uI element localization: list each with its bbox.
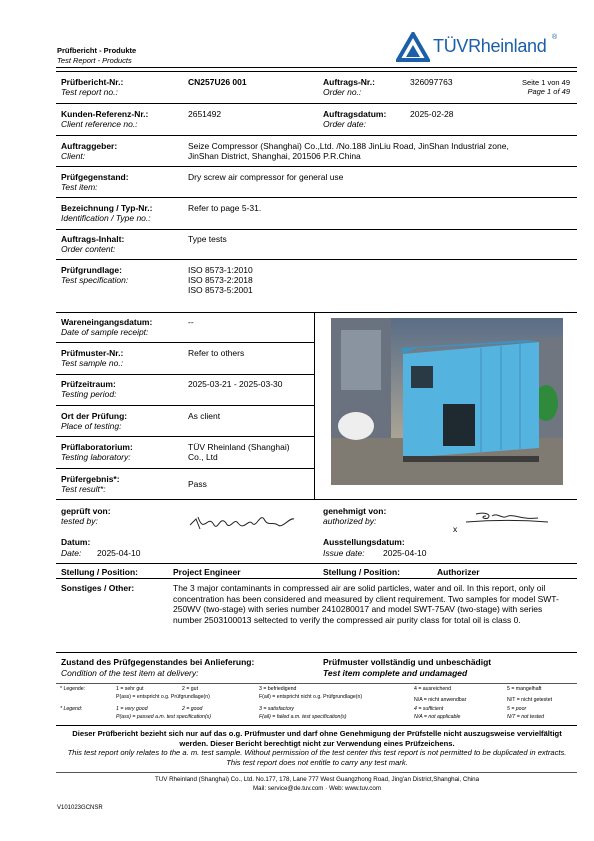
approved-by-label-en: authorized by: (323, 516, 377, 526)
legend-de-nt: N/T = nicht getestet (507, 697, 553, 703)
order-no-label: Auftrags-Nr.: (323, 77, 375, 87)
footer-address: TUV Rheinland (Shanghai) Co., Ltd. No.177, 178, Lane 777 West Guangzhong Road, Jing'an District,Shanghai, China (154, 776, 480, 783)
legend-de-2: 2 = gut (182, 686, 199, 692)
date-value: 2025-04-10 (97, 548, 141, 558)
disclaimer-en: This test report only relates to the a. m. test sample. Without permission of the test center this test report is not permitted to be duplicated in extracts. This test report does not entitle to carry any test mark. (67, 748, 567, 767)
condition-value-en: Test item complete and undamaged (323, 668, 468, 678)
others-text: The 3 major contaminants in compressed air are solid particles, water and oil. In this report, only oil concentration has been considered and measured by client requirement. Two samples for model SWT-250WV (two-stage) with series number 2410280017 and model SWT-75AV (two-stage) with series number 2503100013 seltected to verify the compressed air purity class for total oil is class 0. (173, 583, 559, 625)
place-value: As client (188, 411, 221, 421)
tested-by-label: geprüft von: (61, 506, 111, 516)
receipt-label-en: Date of sample receipt: (61, 327, 149, 337)
period-label-en: Testing period: (61, 389, 117, 399)
legend-de-1: 1 = sehr gut (116, 686, 144, 692)
condition-value: Prüfmuster vollständig und unbeschädigt (323, 657, 492, 667)
ident-label-en: Identification / Type no.: (61, 213, 151, 223)
legend-en-5: 5 = poor (507, 706, 527, 712)
issue-date-value: 2025-04-10 (383, 548, 427, 558)
item-label-en: Test item: (61, 182, 98, 192)
result-value: Pass (188, 479, 207, 489)
lab-value: TÜV Rheinland (Shanghai) Co., Ltd (188, 442, 290, 462)
item-value: Dry screw air compressor for general use (188, 172, 344, 182)
approver-x-mark: x (453, 524, 458, 534)
client-label-en: Client: (61, 151, 86, 161)
tuv-logo-reg: ® (552, 34, 558, 41)
sample-label-en: Test sample no.: (61, 358, 124, 368)
report-type-title: Prüfbericht - Produkte (57, 46, 137, 55)
result-label: Prüfergebnis*: (61, 474, 120, 484)
report-no-label-en: Test report no.: (61, 87, 118, 97)
report-no-label: Prüfbericht-Nr.: (61, 77, 124, 87)
order-no-label-en: Order no.: (323, 87, 362, 97)
result-label-en: Test result*: (61, 484, 106, 494)
order-no-value: 326097763 (410, 77, 453, 87)
legend-en-nt: N/T = not tested (507, 714, 545, 720)
content-label: Auftrags-Inhalt: (61, 234, 125, 244)
report-type-subtitle: Test Report - Products (57, 56, 132, 65)
legend-en-3: 3 = satisfactory (259, 706, 295, 712)
page-number-en: Page 1 of 49 (527, 87, 570, 96)
footer-contact: Mail: service@de.tuv.com · Web: www.tuv.com (253, 785, 381, 792)
legend-en-4: 4 = sufficient (414, 706, 444, 712)
client-label: Auftraggeber: (61, 141, 118, 151)
order-date-label-en: Order date: (323, 119, 366, 129)
client-ref-value: 2651492 (188, 109, 222, 119)
test-item-photo (331, 318, 563, 485)
legend-en-na: N/A = not applicable (414, 714, 461, 720)
legend-de-4: 4 = ausreichend (414, 686, 452, 692)
tuv-logo-text: TÜVRheinland (433, 36, 547, 56)
sample-label: Prüfmuster-Nr.: (61, 348, 124, 358)
client-ref-label-en: Client reference no.: (61, 119, 138, 129)
legend-en-2: 2 = good (182, 706, 203, 712)
legend-en-pass: P(ass) = passed a.m. test specification(s) (116, 714, 211, 720)
spec-label-en: Test specification: (61, 275, 129, 285)
position-right-label: Stellung / Position: (323, 567, 400, 577)
place-label: Ort der Prüfung: (61, 411, 128, 421)
period-label: Prüfzeitraum: (61, 379, 116, 389)
legend-de-5: 5 = mangelhaft (507, 686, 542, 692)
legend-de-na: N/A = nicht anwendbar (414, 697, 467, 703)
order-date-value: 2025-02-28 (410, 109, 454, 119)
report-no-value: CN257U26 001 (188, 77, 247, 87)
spec-label: Prüfgrundlage: (61, 265, 122, 275)
period-value: 2025-03-21 - 2025-03-30 (188, 379, 283, 389)
issue-date-label-en: Issue date: (323, 548, 365, 558)
tuv-logo (396, 32, 586, 64)
content-label-en: Order content: (61, 244, 116, 254)
condition-label-en: Condition of the test item at delivery: (61, 668, 199, 678)
legend-de-pass: P(ass) = entspricht o.g. Prüfgrundlage(n) (116, 694, 210, 700)
receipt-label: Wareneingangsdatum: (61, 317, 153, 327)
position-left-label: Stellung / Position: (61, 567, 138, 577)
client-ref-label: Kunden-Referenz-Nr.: (61, 109, 149, 119)
approver-signature (462, 508, 552, 528)
position-right-value: Authorizer (437, 567, 480, 577)
place-label-en: Place of testing: (61, 421, 122, 431)
document-code: V101023GCNSR (57, 805, 103, 811)
receipt-value: -- (188, 317, 194, 327)
legend-en-fail: F(ail) = failed a.m. test specification(s) (259, 714, 347, 720)
ident-value: Refer to page 5-31. (188, 203, 262, 213)
sample-value: Refer to others (188, 348, 245, 358)
legend-de-label: * Legende: (60, 686, 86, 692)
date-label-en: Date: (61, 548, 82, 558)
content-value: Type tests (188, 234, 227, 244)
ident-label: Bezeichnung / Typ-Nr.: (61, 203, 153, 213)
legend-de-3: 3 = befriedigend (259, 686, 297, 692)
disclaimer-de: Dieser Prüfbericht bezieht sich nur auf das o.g. Prüfmuster und darf ohne Genehmigung der Prüfstelle nicht auszugsweise vervielfältigt werden. Dieser Bericht berechtigt nicht zur Verwendung eines Prüfzeichens. (72, 729, 562, 748)
legend-en-label: * Legend: (60, 706, 83, 712)
position-left-value: Project Engineer (173, 567, 241, 577)
item-label: Prüfgegenstand: (61, 172, 129, 182)
legend-de-fail: F(ail) = entspricht nicht o.g. Prüfgrundlage(n) (259, 694, 363, 700)
tester-signature (186, 505, 316, 535)
tested-by-label-en: tested by: (61, 516, 98, 526)
others-label: Sonstiges / Other: (61, 583, 135, 593)
client-value: Seize Compressor (Shanghai) Co.,Ltd. /No.188 JinLiu Road, JinShan Industrial zone, JinShan District, Shanghai, 201506 P.R.China (188, 141, 509, 161)
issue-date-label: Ausstellungsdatum: (323, 537, 405, 547)
lab-label: Prüflaboratorium: (61, 442, 133, 452)
legend-en-1: 1 = very good (116, 706, 148, 712)
order-date-label: Auftragsdatum: (323, 109, 387, 119)
approved-by-label: genehmigt von: (323, 506, 387, 516)
date-label: Datum: (61, 537, 91, 547)
tuv-triangle-icon (396, 32, 430, 62)
spec-value: ISO 8573-1:2010 ISO 8573-2:2018 ISO 8573-5:2001 (188, 265, 253, 295)
page-number: Seite 1 von 49 (522, 78, 570, 87)
condition-label: Zustand des Prüfgegenstandes bei Anlieferung: (61, 657, 255, 667)
lab-label-en: Testing laboratory: (61, 452, 131, 462)
